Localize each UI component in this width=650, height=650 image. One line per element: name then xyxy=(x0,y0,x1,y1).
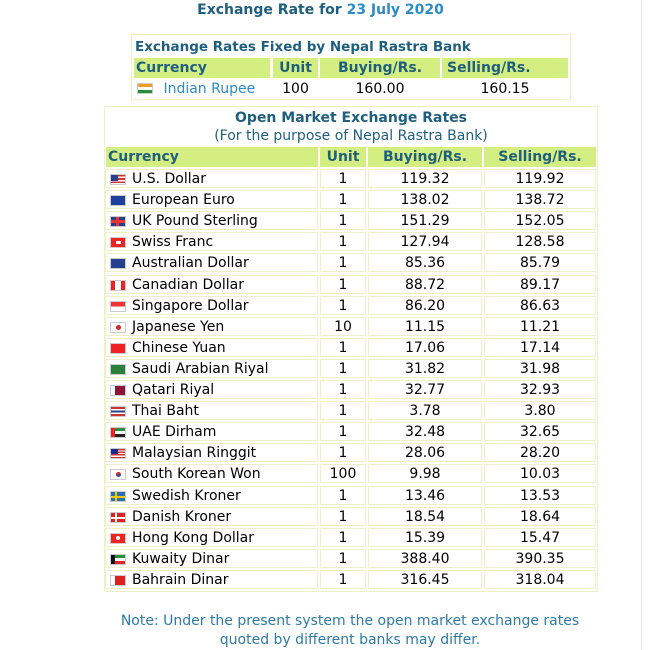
market-cell-selling: 13.53 xyxy=(484,486,596,505)
currency-name: Japanese Yen xyxy=(132,318,225,335)
market-cell-buying: 151.29 xyxy=(368,211,482,230)
table-row xyxy=(105,548,597,569)
currency-name: Bahrain Dinar xyxy=(132,571,229,588)
se-flag-icon xyxy=(110,491,126,502)
market-cell-currency xyxy=(105,507,318,526)
market-cell-unit: 1 xyxy=(320,190,366,209)
market-cell-currency xyxy=(105,464,318,483)
market-cell-currency xyxy=(105,169,318,188)
market-cell-unit: 1 xyxy=(320,486,366,505)
market-cell-currency xyxy=(105,359,318,378)
market-cell-selling: 138.72 xyxy=(484,190,596,209)
india-flag-icon xyxy=(137,83,153,94)
market-cell-selling: 28.20 xyxy=(484,443,596,462)
currency-name: Kuwaity Dinar xyxy=(132,550,230,567)
market-cell-selling: 15.47 xyxy=(484,528,596,547)
market-cell-currency xyxy=(105,422,318,441)
uk-flag-icon xyxy=(110,216,126,227)
market-header-selling: Selling/Rs. xyxy=(484,147,596,167)
currency-name: Chinese Yuan xyxy=(132,339,226,356)
table-row xyxy=(105,210,597,231)
market-cell-unit: 1 xyxy=(320,359,366,378)
open-market-table xyxy=(104,106,598,592)
market-cell-selling: 318.04 xyxy=(484,570,596,589)
market-cell-currency xyxy=(105,253,318,272)
table-row xyxy=(105,274,597,295)
sg-flag-icon xyxy=(110,301,126,312)
market-cell-unit: 1 xyxy=(320,338,366,357)
table-row xyxy=(105,231,597,252)
market-cell-selling: 11.21 xyxy=(484,317,596,336)
currency-name: Canadian Dollar xyxy=(132,276,244,293)
currency-name: South Korean Won xyxy=(132,466,261,483)
ch-flag-icon xyxy=(110,237,126,248)
open-market-subcaption: (For the purpose of Nepal Rastra Bank) xyxy=(214,128,488,144)
market-cell-currency xyxy=(105,528,318,547)
market-header-buying: Buying/Rs. xyxy=(368,147,482,167)
table-row xyxy=(105,569,597,590)
table-row xyxy=(105,400,597,421)
dk-flag-icon xyxy=(110,512,126,523)
currency-name: Hong Kong Dollar xyxy=(132,529,255,546)
market-cell-selling: 3.80 xyxy=(484,401,596,420)
fixed-rates-table xyxy=(131,34,571,100)
currency-name: European Euro xyxy=(132,192,235,209)
fixed-row-currency xyxy=(137,80,267,98)
market-cell-unit: 1 xyxy=(320,422,366,441)
market-cell-buying: 88.72 xyxy=(368,275,482,294)
market-cell-unit: 1 xyxy=(320,570,366,589)
table-row xyxy=(105,442,597,463)
market-cell-currency xyxy=(105,338,318,357)
market-cell-buying: 3.78 xyxy=(368,401,482,420)
currency-name: Saudi Arabian Riyal xyxy=(132,360,269,377)
market-cell-buying: 31.82 xyxy=(368,359,482,378)
market-cell-buying: 86.20 xyxy=(368,296,482,315)
market-cell-selling: 152.05 xyxy=(484,211,596,230)
market-cell-buying: 17.06 xyxy=(368,338,482,357)
fixed-row-unit: 100 xyxy=(282,81,309,97)
market-cell-buying: 127.94 xyxy=(368,232,482,251)
fixed-header-unit: Unit xyxy=(273,58,318,78)
market-cell-buying: 316.45 xyxy=(368,570,482,589)
market-cell-currency xyxy=(105,190,318,209)
my-flag-icon xyxy=(110,448,126,459)
market-cell-selling: 18.64 xyxy=(484,507,596,526)
window-edge xyxy=(641,0,642,650)
title-date: 23 July 2020 xyxy=(346,2,444,18)
market-cell-currency xyxy=(105,570,318,589)
currency-name: Malaysian Ringgit xyxy=(132,445,257,462)
currency-name: Danish Kroner xyxy=(132,508,232,525)
market-cell-unit: 1 xyxy=(320,275,366,294)
market-cell-currency xyxy=(105,211,318,230)
market-cell-unit: 1 xyxy=(320,549,366,568)
market-cell-buying: 32.48 xyxy=(368,422,482,441)
market-cell-unit: 1 xyxy=(320,507,366,526)
cn-flag-icon xyxy=(110,343,126,354)
market-cell-currency xyxy=(105,296,318,315)
market-cell-unit: 1 xyxy=(320,232,366,251)
currency-name: Australian Dollar xyxy=(132,255,249,272)
market-cell-buying: 9.98 xyxy=(368,464,482,483)
market-cell-currency xyxy=(105,549,318,568)
table-row xyxy=(105,527,597,548)
market-cell-unit: 1 xyxy=(320,528,366,547)
kr-flag-icon xyxy=(110,469,126,480)
kw-flag-icon xyxy=(110,554,126,565)
table-row xyxy=(105,506,597,527)
market-cell-unit: 1 xyxy=(320,443,366,462)
market-cell-unit: 10 xyxy=(320,317,366,336)
market-cell-unit: 1 xyxy=(320,169,366,188)
market-cell-unit: 1 xyxy=(320,253,366,272)
currency-name: Singapore Dollar xyxy=(132,297,249,314)
table-row xyxy=(105,463,597,484)
market-cell-unit: 1 xyxy=(320,380,366,399)
au-flag-icon xyxy=(110,258,126,269)
market-cell-selling: 32.65 xyxy=(484,422,596,441)
market-cell-currency xyxy=(105,443,318,462)
footnote-line-1: Note: Under the present system the open market exchange rates xyxy=(120,613,580,629)
hk-flag-icon xyxy=(110,533,126,544)
table-row xyxy=(105,168,597,189)
market-cell-selling: 31.98 xyxy=(484,359,596,378)
currency-name: UAE Dirham xyxy=(132,424,217,441)
market-cell-selling: 390.35 xyxy=(484,549,596,568)
sa-flag-icon xyxy=(110,364,126,375)
market-cell-buying: 13.46 xyxy=(368,486,482,505)
market-cell-selling: 32.93 xyxy=(484,380,596,399)
currency-name: Thai Baht xyxy=(132,403,199,420)
title-prefix: Exchange Rate for xyxy=(197,2,342,18)
bh-flag-icon xyxy=(110,575,126,586)
currency-name: UK Pound Sterling xyxy=(132,213,258,230)
market-cell-selling: 86.63 xyxy=(484,296,596,315)
eu-flag-icon xyxy=(110,195,126,206)
market-cell-unit: 1 xyxy=(320,211,366,230)
market-cell-currency xyxy=(105,380,318,399)
market-header-unit: Unit xyxy=(320,147,366,167)
currency-name: Qatari Riyal xyxy=(132,382,215,398)
market-cell-buying: 119.32 xyxy=(368,169,482,188)
market-cell-selling: 17.14 xyxy=(484,338,596,357)
fixed-header-currency: Currency xyxy=(134,58,270,78)
table-row xyxy=(105,337,597,358)
market-cell-currency xyxy=(105,486,318,505)
market-cell-buying: 85.36 xyxy=(368,253,482,272)
table-row xyxy=(105,316,597,337)
th-flag-icon xyxy=(110,406,126,417)
market-cell-buying: 388.40 xyxy=(368,549,482,568)
ae-flag-icon xyxy=(110,427,126,438)
table-row xyxy=(105,379,597,400)
ca-flag-icon xyxy=(110,280,126,291)
footnote xyxy=(100,612,600,650)
indian-rupee-link[interactable]: Indian Rupee xyxy=(163,81,256,97)
table-row xyxy=(105,252,597,273)
market-cell-currency xyxy=(105,275,318,294)
jp-flag-icon xyxy=(110,322,126,333)
fixed-rates-caption: Exchange Rates Fixed by Nepal Rastra Bank xyxy=(135,39,471,55)
market-cell-unit: 1 xyxy=(320,296,366,315)
fixed-row-selling: 160.15 xyxy=(480,81,530,97)
market-cell-buying: 15.39 xyxy=(368,528,482,547)
market-cell-buying: 18.54 xyxy=(368,507,482,526)
market-cell-selling: 85.79 xyxy=(484,253,596,272)
currency-name: Swedish Kroner xyxy=(132,487,241,504)
market-cell-buying: 11.15 xyxy=(368,317,482,336)
fixed-header-buying: Buying/Rs. xyxy=(320,58,440,78)
table-row xyxy=(105,485,597,506)
market-cell-currency xyxy=(105,317,318,336)
market-cell-selling: 10.03 xyxy=(484,464,596,483)
table-row xyxy=(105,295,597,316)
market-cell-selling: 89.17 xyxy=(484,275,596,294)
market-cell-buying: 32.77 xyxy=(368,380,482,399)
page-title xyxy=(0,0,641,22)
currency-name: Swiss Franc xyxy=(132,234,214,251)
market-cell-unit: 100 xyxy=(320,464,366,483)
table-row xyxy=(105,189,597,210)
open-market-caption: Open Market Exchange Rates xyxy=(235,110,467,126)
us-flag-icon xyxy=(110,174,126,185)
fixed-header-selling: Selling/Rs. xyxy=(442,58,568,78)
qa-flag-icon xyxy=(110,385,126,396)
table-row xyxy=(105,358,597,379)
table-row xyxy=(105,421,597,442)
fixed-row-buying: 160.00 xyxy=(355,81,405,97)
footnote-line-2: quoted by different banks may differ. xyxy=(219,632,481,648)
market-cell-selling: 128.58 xyxy=(484,232,596,251)
market-cell-unit: 1 xyxy=(320,401,366,420)
market-cell-currency xyxy=(105,232,318,251)
market-cell-buying: 138.02 xyxy=(368,190,482,209)
market-cell-currency xyxy=(105,401,318,420)
currency-name: U.S. Dollar xyxy=(132,171,206,187)
market-cell-buying: 28.06 xyxy=(368,443,482,462)
market-header-currency: Currency xyxy=(106,147,318,167)
market-cell-selling: 119.92 xyxy=(484,169,596,188)
